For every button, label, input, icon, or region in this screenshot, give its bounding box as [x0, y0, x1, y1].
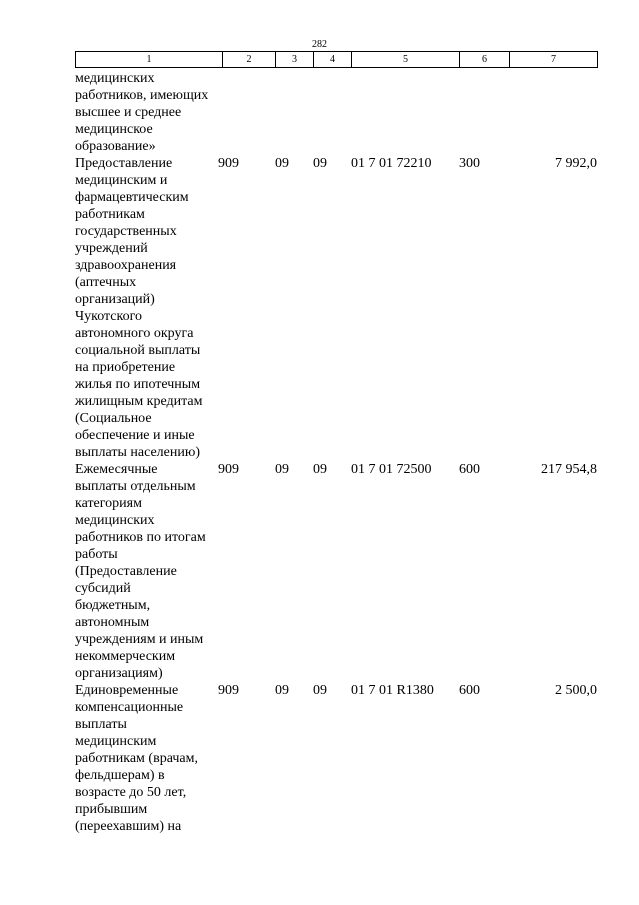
row-code-2: 909 — [218, 683, 239, 698]
table-row — [75, 461, 597, 682]
row-amount: 2 500,0 — [555, 683, 597, 698]
row-code-6: 600 — [459, 683, 480, 698]
table-row — [75, 155, 597, 461]
row-code-5: 01 7 01 72500 — [351, 462, 432, 477]
row-code-4 — [313, 70, 351, 155]
header-col-1: 1 — [76, 52, 223, 68]
header-col-4: 4 — [314, 52, 352, 68]
row-code-3: 09 — [275, 462, 289, 477]
row-name: Предоставление медицинским и фармацевтическим работникам государственных учреждений здравоохранения (аптечных организаций) Чукотского автономного округа социальной выплаты на приобретение жилья по ипотечным жилищным кредитам (Социальное обеспечение и иные выплаты населению) — [75, 156, 203, 460]
row-code-5 — [351, 70, 459, 155]
row-amount — [509, 70, 597, 155]
table-row — [75, 70, 597, 155]
row-code-6: 300 — [459, 156, 480, 171]
row-code-3: 09 — [275, 683, 289, 698]
column-number-header — [75, 51, 598, 68]
row-code-5: 01 7 01 R1380 — [351, 683, 434, 698]
row-name: Ежемесячные выплаты отдельным категориям медицинских работников по итогам работы (Предоставление субсидий бюджетным, автономным учреждениям и иным некоммерческим организациям) — [75, 462, 206, 681]
row-code-2: 909 — [218, 156, 239, 171]
row-name: медицинских работников, имеющих высшее и среднее медицинское образование» — [75, 71, 209, 154]
header-col-2: 2 — [223, 52, 276, 68]
header-col-5: 5 — [352, 52, 460, 68]
row-code-5: 01 7 01 72210 — [351, 156, 432, 171]
row-code-4: 09 — [313, 683, 327, 698]
budget-table — [75, 70, 597, 835]
header-col-6: 6 — [460, 52, 510, 68]
row-code-6 — [459, 70, 509, 155]
row-code-6: 600 — [459, 462, 480, 477]
row-amount: 7 992,0 — [555, 156, 597, 171]
page-number: 282 — [312, 39, 327, 50]
row-amount: 217 954,8 — [541, 462, 597, 477]
row-code-4: 09 — [313, 462, 327, 477]
row-code-3: 09 — [275, 156, 289, 171]
row-code-4: 09 — [313, 156, 327, 171]
row-code-3 — [275, 70, 313, 155]
header-col-7: 7 — [510, 52, 598, 68]
header-col-3: 3 — [276, 52, 314, 68]
row-name: Единовременные компенсационные выплаты медицинским работникам (врачам, фельдшерам) в возрасте до 50 лет, прибывшим (переехавшим) на — [75, 683, 198, 834]
table-row — [75, 682, 597, 835]
row-code-2: 909 — [218, 462, 239, 477]
